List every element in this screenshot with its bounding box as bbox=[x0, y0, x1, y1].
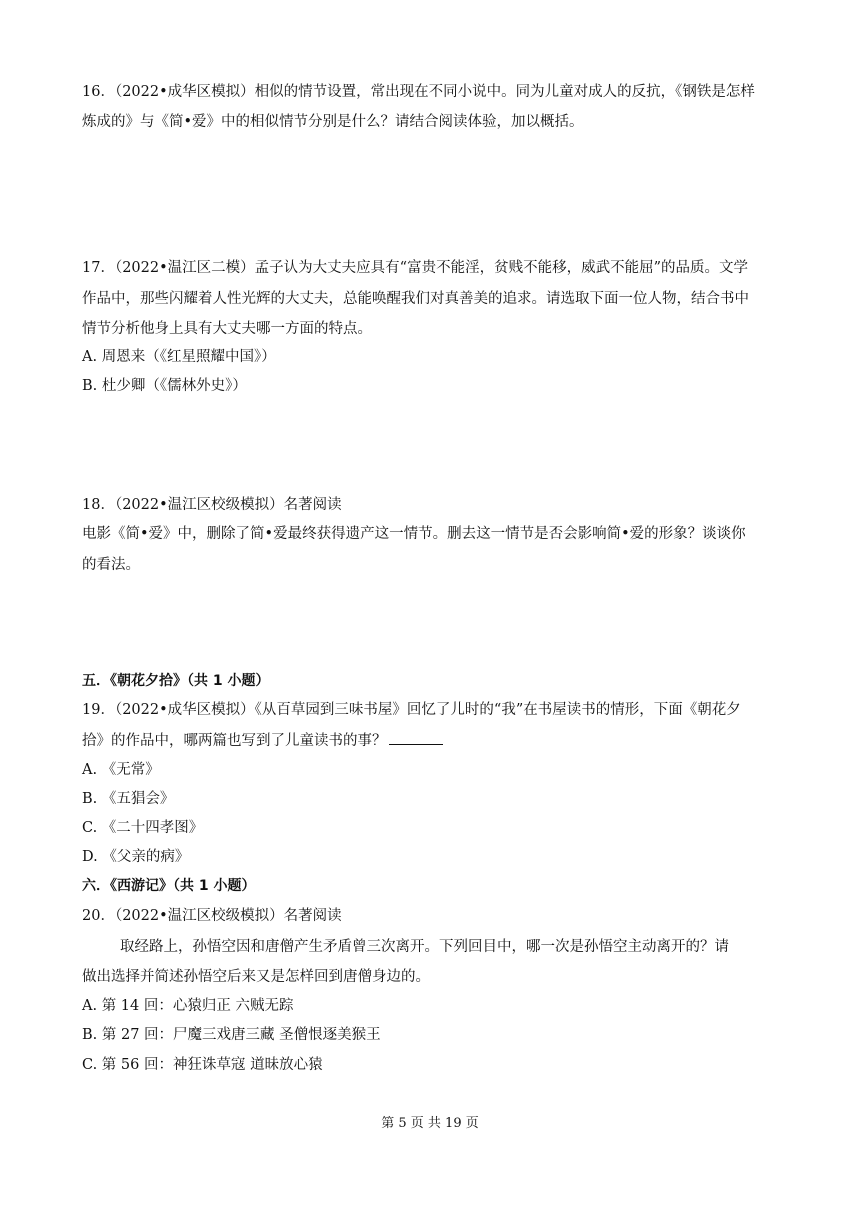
question-20-option-c: C. 第 56 回：神狂诛草寇 道昧放心猿 bbox=[82, 1057, 323, 1073]
question-20-option-b: B. 第 27 回：尸魔三戏唐三藏 圣僧恨逐美猴王 bbox=[82, 1027, 381, 1043]
question-17-option-b: B. 杜少卿（《儒林外史》） bbox=[82, 378, 247, 394]
question-19-option-c: C. 《二十四孝图》 bbox=[82, 820, 204, 836]
question-20-line-1: 20．（2022•温江区校级模拟）名著阅读 bbox=[82, 908, 342, 924]
question-17-line-1: 17．（2022•温江区二模）孟子认为大丈夫应具有“富贵不能淫，贫贱不能移，威武不能屈”的品质。文学 bbox=[82, 260, 748, 276]
page-number-footer: 第 5 页 共 19 页 bbox=[381, 1116, 479, 1131]
question-18-line-2: 电影《简•爱》中，删除了简•爱最终获得遗产这一情节。删去这一情节是否会影响简•爱的形象？谈谈你 bbox=[82, 526, 746, 542]
question-18-line-3: 的看法。 bbox=[82, 557, 140, 573]
question-16-line-1: 16．（2022•成华区模拟）相似的情节设置，常出现在不同小说中。同为儿童对成人的反抗，《钢铁是怎样 bbox=[82, 84, 755, 100]
section-5-heading: 五．《朝花夕拾》（共 1 小题） bbox=[82, 673, 270, 689]
answer-blank[interactable] bbox=[389, 730, 443, 745]
question-19-option-d: D. 《父亲的病》 bbox=[82, 849, 190, 865]
section-6-heading: 六．《西游记》（共 1 小题） bbox=[82, 878, 256, 894]
question-17-option-a: A. 周恩来（《红星照耀中国》） bbox=[82, 349, 276, 365]
question-20-option-a: A. 第 14 回：心猿归正 六贼无踪 bbox=[82, 998, 294, 1014]
question-18-line-1: 18．（2022•温江区校级模拟）名著阅读 bbox=[82, 497, 342, 513]
question-17-line-3: 情节分析他身上具有大丈夫哪一方面的特点。 bbox=[82, 321, 372, 337]
question-19-line-1: 19．（2022•成华区模拟）《从百草园到三味书屋》回忆了儿时的“我”在书屋读书的情形，下面《朝花夕 bbox=[82, 702, 741, 718]
question-19-line-2: 拾》的作品中，哪两篇也写到了儿童读书的事？ bbox=[82, 733, 387, 749]
question-20-line-3: 做出选择并简述孙悟空后来又是怎样回到唐僧身边的。 bbox=[82, 969, 430, 985]
question-16-line-2: 炼成的》与《简•爱》中的相似情节分别是什么？请结合阅读体验，加以概括。 bbox=[82, 114, 584, 130]
question-20-line-2: 取经路上，孙悟空因和唐僧产生矛盾曾三次离开。下列回目中，哪一次是孙悟空主动离开的？请 bbox=[120, 939, 729, 955]
question-19-line-2-row bbox=[82, 730, 782, 751]
question-19-option-b: B. 《五猖会》 bbox=[82, 791, 175, 807]
question-17-line-2: 作品中，那些闪耀着人性光辉的大丈夫，总能唤醒我们对真善美的追求。请选取下面一位人物，结合书中 bbox=[82, 291, 749, 307]
question-19-option-a: A. 《无常》 bbox=[82, 762, 160, 778]
